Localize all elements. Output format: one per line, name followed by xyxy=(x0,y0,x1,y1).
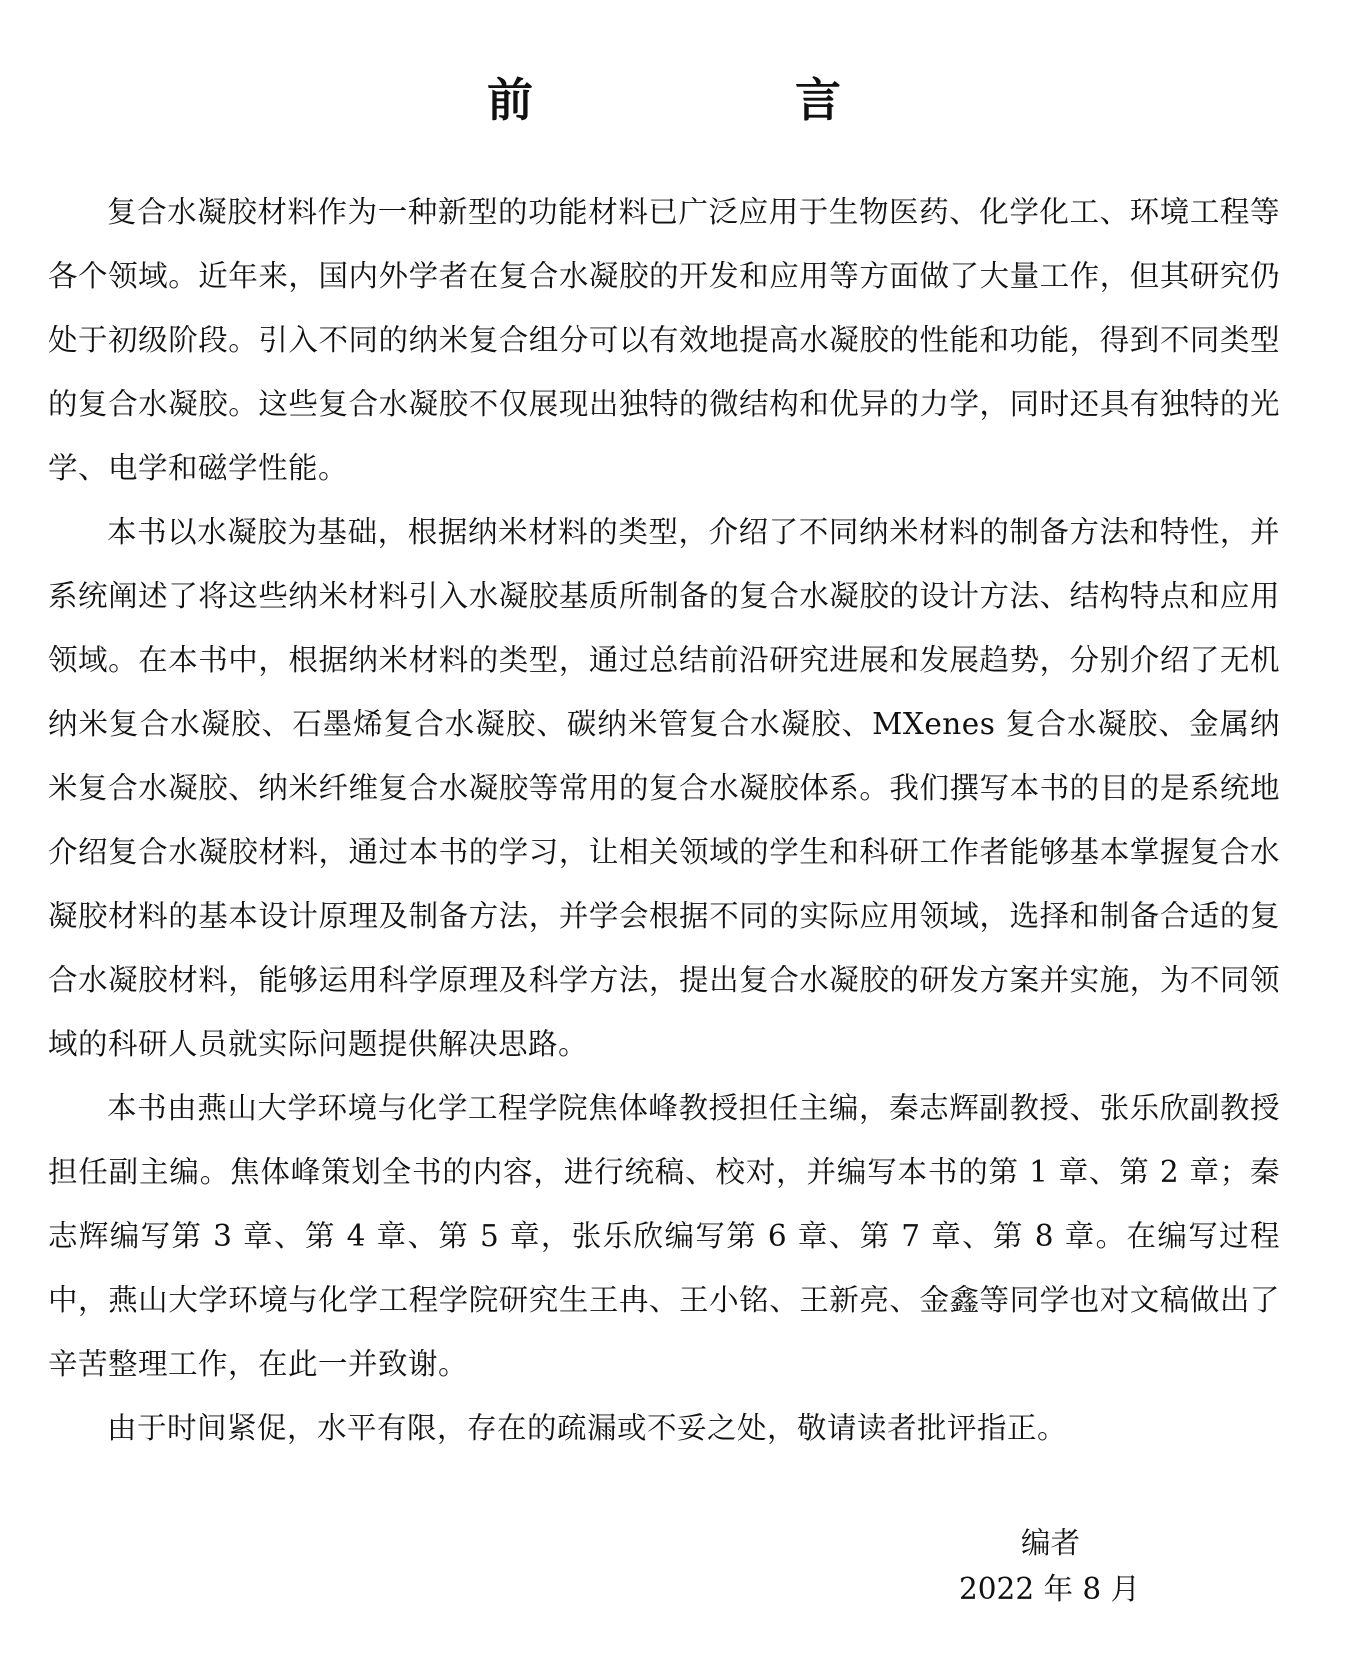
paragraph-4: 由于时间紧促，水平有限，存在的疏漏或不妥之处，敬请读者批评指正。 xyxy=(107,1411,1068,1445)
signature-date: 2022 年 8 月 xyxy=(959,1572,1140,1606)
paragraph-1: 复合水凝胶材料作为一种新型的功能材料已广泛应用于生物医药、化学化工、环境工程等各个领域。近年来，国内外学者在复合水凝胶的开发和应用等方面做了大量工作，但其研究仍处于初级阶段。引入不同的纳米复合组分可以有效地提高水凝胶的性能和功能，得到不同类型的复合水凝胶。这些复合水凝胶不仅展现出独特的微结构和优异的力学，同时还具有独特的光学、电学和磁学性能。 xyxy=(48,195,1280,485)
signature-author: 编者 xyxy=(1020,1526,1080,1560)
paragraph-2: 本书以水凝胶为基础，根据纳米材料的类型，介绍了不同纳米材料的制备方法和特性，并系统阐述了将这些纳米材料引入水凝胶基质所制备的复合水凝胶的设计方法、结构特点和应用领域。在本书中，根据纳米材料的类型，通过总结前沿研究进展和发展趋势，分别介绍了无机纳米复合水凝胶、石墨烯复合水凝胶、碳纳米管复合水凝胶、MXenes 复合水凝胶、金属纳米复合水凝胶、纳米纤维复合水凝胶等常用的复合水凝胶体系。我们撰写本书的目的是系统地介绍复合水凝胶材料，通过本书的学习，让相关领域的学生和科研工作者能够基本掌握复合水凝胶材料的基本设计原理及制备方法，并学会根据不同的实际应用领域，选择和制备合适的复合水凝胶材料，能够运用科学原理及科学方法，提出复合水凝胶的研发方案并实施，为不同领域的科研人员就实际问题提供解决思路。 xyxy=(48,515,1280,1061)
page-title: 前 言 xyxy=(487,73,949,127)
preface-body xyxy=(48,180,1280,1460)
paragraph-3: 本书由燕山大学环境与化学工程学院焦体峰教授担任主编，秦志辉副教授、张乐欣副教授担任副主编。焦体峰策划全书的内容，进行统稿、校对，并编写本书的第 1 章、第 2 章；秦志辉编写第 3 章、第 4 章、第 5 章，张乐欣编写第 6 章、第 7 章、第 8 章。在编写过程中，燕山大学环境与化学工程学院研究生王冉、王小铭、王新亮、金鑫等同学也对文稿做出了辛苦整理工作，在此一并致谢。 xyxy=(48,1091,1281,1381)
signature-block xyxy=(959,1520,1140,1612)
